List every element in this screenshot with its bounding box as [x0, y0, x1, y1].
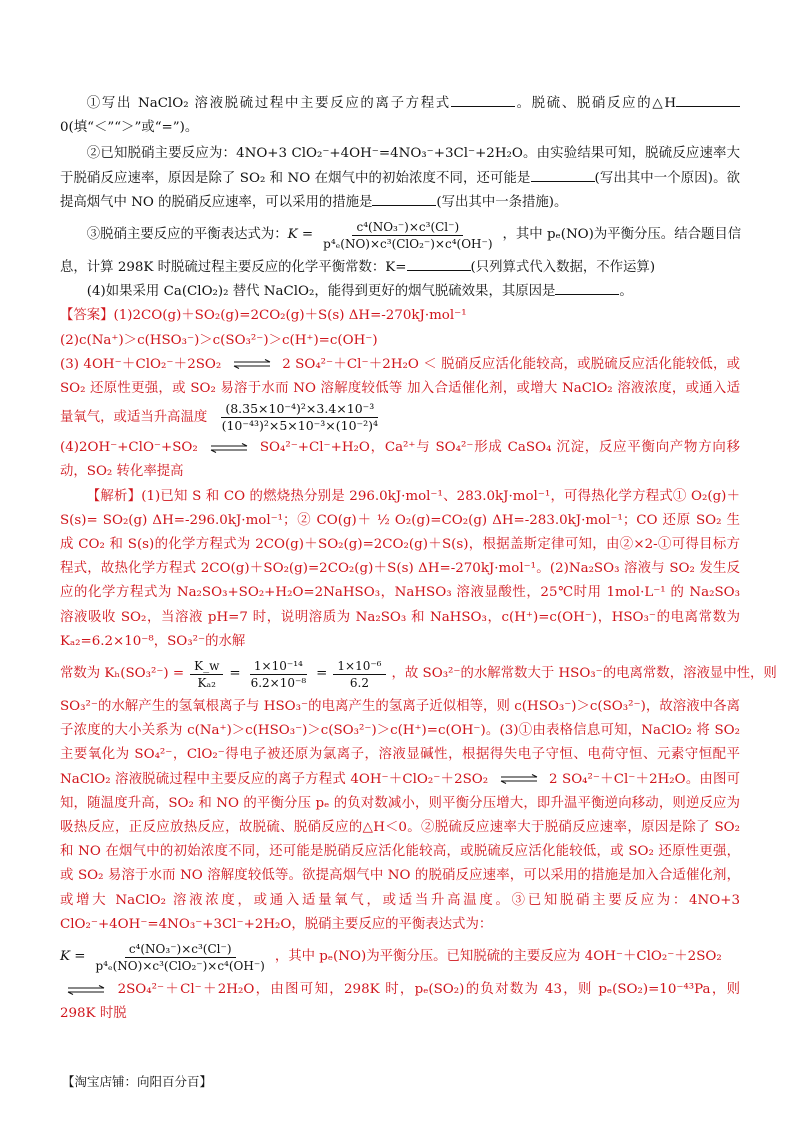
question-3-2-text-a: ②已知脱硝主要反应为：4NO+3 ClO₂⁻+4OH⁻=4NO₃⁻+3Cl⁻+2H₂O。由实验结果可知，脱硫反应速率大于脱硝反应速率，原因是除了 SO₂ 和 NO 在烟气中的初始浓度不同，还可能是 — [60, 146, 740, 186]
question-3-1-text-b: 。脱硫、脱硝反应的△H — [514, 96, 676, 111]
explanation-paragraph-5 — [60, 978, 740, 1026]
answer-blank — [451, 92, 515, 107]
answer-section — [60, 304, 740, 484]
answer-1: 【答案】(1)2CO(g)＋SO₂(g)=2CO₂(g)＋S(s) ΔH=-270kJ·mol⁻¹ — [60, 308, 467, 324]
numeric-fraction-2 — [333, 658, 385, 691]
fraction-denominator: Kₐ₂ — [197, 676, 216, 691]
answer-blank — [555, 280, 619, 295]
numeric-fraction-1 — [247, 658, 311, 691]
question-3-2-text-b: (写出其中一个原因)。欲提高烟气中 NO 的脱硝反应速率，可以采用的措施是 — [60, 170, 740, 210]
reversible-arrow-icon — [232, 359, 272, 369]
question-4-text-a: (4)如果采用 Ca(ClO₂)₂ 替代 NaClO₂，能得到更好的烟气脱硫效果，其原因是 — [86, 284, 556, 300]
explanation-section — [60, 485, 777, 1027]
reversible-arrow-icon — [209, 443, 249, 453]
hydrolysis-constant-label: 常数为 Kₕ(SO₃²⁻) = — [60, 666, 185, 682]
explanation-paragraph-2 — [60, 695, 740, 937]
explanation-k-expression-line — [60, 941, 740, 974]
reversible-arrow-icon — [66, 985, 106, 995]
question-3-1 — [60, 92, 740, 140]
question-3-3-text-b: ，其中 pₑ(NO)为平衡分压。结合题目信 — [502, 227, 742, 243]
equilibrium-k-symbol: K = — [287, 227, 314, 243]
fraction-denominator: p⁴ₑ(NO)×c³(ClO₂⁻)×c⁴(OH⁻) — [95, 959, 265, 974]
explanation-paragraph-2-text: SO₃²⁻的水解产生的氢氧根离子与 HSO₃⁻的电离产生的氢离子近似相等，则 c(HSO₃⁻)＞c(SO₃²⁻)，故溶液中各离子浓度的大小关系为 c(Na⁺)＞c(HSO₃⁻)＞c(SO₃²⁻)＞c(H⁺)=c(OH⁻)。(3)①由表格信息可知，NaClO₂ 将 SO₂ 主要氧化为 SO₄²⁻，ClO₂⁻得电子被还原为氯离子，溶液显碱性，根据得失电子守恒、电荷守恒、元素守恒配平 NaClO₂ 溶液脱硫过程中主要反应的离子方程式 4OH⁻＋ClO₂⁻＋2SO₂ — [60, 699, 740, 787]
answer-3 — [60, 353, 740, 434]
question-3-1-text-a: ①写出 NaClO₂ 溶液脱硫过程中主要反应的离子方程式 — [86, 96, 451, 111]
question-4-text-b: 。 — [619, 284, 633, 300]
fraction-denominator: 6.2 — [349, 676, 369, 691]
fraction-denominator: 6.2×10⁻⁸ — [250, 676, 307, 691]
reversible-arrow-icon — [499, 774, 539, 784]
question-3-3-continued — [60, 256, 740, 280]
question-3-3-text-a: ③脱硝主要反应的平衡表达式为： — [86, 227, 288, 243]
fraction-numerator: 1×10⁻¹⁴ — [250, 658, 307, 675]
answer-4-text-a: (4)2OH⁻+ClO⁻+SO₂ — [60, 440, 198, 456]
question-3-2 — [60, 142, 740, 215]
fraction-numerator: (8.35×10⁻⁴)²×3.4×10⁻³ — [221, 401, 378, 418]
answer-blank — [372, 191, 436, 206]
answer-4-text-b: SO₄²⁻+Cl⁻+H₂O，Ca²⁺与 SO₄²⁻形成 CaSO₄ 沉淀，反应平衡向产物方向移动，SO₂ 转化率提高 — [60, 440, 740, 480]
answer-3-text-b: 2 SO₄²⁻＋Cl⁻＋2H₂O ＜ 脱硝反应活化能较高，或脱硫反应活化能较低，或 SO₂ 还原性更强，或 SO₂ 易溶于水而 NO 溶解度较低等 加入合适催化剂，或增大 NaClO₂ 溶液浓度，或通入适量氧气，或适当升高温度 — [60, 356, 740, 426]
fraction-numerator: c⁴(NO₃⁻)×c³(Cl⁻) — [125, 941, 236, 958]
question-3-3-formula-line — [60, 219, 740, 252]
fraction-denominator: (10⁻⁴³)²×5×10⁻³×(10⁻²)⁴ — [221, 418, 379, 434]
question-4 — [60, 280, 740, 304]
hydrolysis-constant-line — [60, 658, 777, 691]
equals-sign: = — [316, 666, 328, 682]
answer-3-text-a: (3) 4OH⁻＋ClO₂⁻＋2SO₂ — [60, 356, 222, 372]
answer-4 — [60, 436, 740, 484]
page-footer: 【淘宝店铺：向阳百分百】 — [62, 1074, 213, 1089]
equilibrium-expression-fraction — [319, 219, 496, 252]
answer-blank — [407, 256, 471, 271]
fraction-numerator: c⁴(NO₃⁻)×c³(Cl⁻) — [352, 219, 463, 236]
fraction-numerator: K_w — [190, 658, 223, 675]
equilibrium-expression-fraction — [91, 941, 268, 974]
document-body — [60, 92, 777, 1027]
fraction-numerator: 1×10⁻⁶ — [333, 658, 385, 675]
question-3-2-text-c: (写出其中一条措施)。 — [436, 194, 568, 210]
answer-3-k-fraction — [218, 401, 382, 434]
fraction-denominator: p⁴ₑ(NO)×c³(ClO₂⁻)×c⁴(OH⁻) — [323, 237, 493, 252]
equals-sign: = — [229, 666, 241, 682]
answer-blank — [676, 92, 740, 107]
explanation-paragraph-1: 【解析】(1)已知 S 和 CO 的燃烧热分别是 296.0kJ·mol⁻¹、283.0kJ·mol⁻¹，可得热化学方程式① O₂(g)＋S(s)= SO₂(g) ΔH=-296.0kJ·mol⁻¹；② CO(g)＋ ½ O₂(g)=CO₂(g) ΔH=-283.0kJ·mol⁻¹；CO 还原 SO₂ 生成 CO₂ 和 S(s)的化学方程式为 2CO(g)＋SO₂(g)=2CO₂(g)＋S(s)，根据盖斯定律可知，由②×2-①可得目标方程式，故热化学方程式 2CO(g)＋SO₂(g)=2CO₂(g)＋S(s) ΔH=-270kJ·mol⁻¹。(2)Na₂SO₃ 溶液与 SO₂ 发生反应的化学方程式为 Na₂SO₃+SO₂+H₂O=2NaHSO₃，NaHSO₃ 溶液显酸性，25℃时用 1mol·L⁻¹ 的 Na₂SO₃ 溶液吸收 SO₂，当溶液 pH=7 时，说明溶质为 Na₂SO₃ 和 NaHSO₃，c(H⁺)=c(OH⁻)，HSO₃⁻的电离常数为 Kₐ₂=6.2×10⁻⁸，SO₃²⁻的水解 — [60, 488, 740, 649]
explanation-paragraph-3-text: 2 SO₄²⁻＋Cl⁻＋2H₂O。由图可知，随温度升高，SO₂ 和 NO 的平衡分压 pₑ 的负对数减小，则平衡分压增大，即升温平衡逆向移动，则逆反应为吸热反应，正反应放热反应，故脱硫、脱硝反应的△H＜0。②脱硫反应速率大于脱硝反应速率，原因是除了 SO₂ 和 NO 在烟气中的初始浓度不同，还可能是脱硝反应活化能较高，或脱硫反应活化能较低，或 SO₂ 还原性更强，或 SO₂ 易溶于水而 NO 溶解度较低等。欲提高烟气中 NO 的脱硝反应速率，可以采用的措施是加入合适催化剂，或增大 NaClO₂ 溶液浓度，或通入适量氧气，或适当升高温度。③已知脱硝主要反应为：4NO+3 ClO₂⁻+4OH⁻=4NO₃⁻+3Cl⁻+2H₂O，脱硝主要反应的平衡表达式为： — [60, 771, 740, 932]
answer-blank — [531, 167, 595, 182]
question-3-3-text-d: (只列算式代入数据，不作运算) — [470, 260, 656, 276]
answer-2: (2)c(Na⁺)＞c(HSO₃⁻)＞c(SO₃²⁻)＞c(H⁺)=c(OH⁻) — [60, 332, 378, 348]
equilibrium-k-symbol: K = — [60, 949, 86, 965]
question-3-3-text-c: 息，计算 298K 时脱硫过程主要反应的化学平衡常数：K= — [60, 260, 407, 276]
explanation-paragraph-5-text: 2SO₄²⁻＋Cl⁻＋2H₂O，由图可知，298K 时，pₑ(SO₂)的负对数为 43，则 pₑ(SO₂)=10⁻⁴³Pa，则 298K 时脱 — [60, 982, 740, 1022]
hydrolysis-constant-conclusion: ，故 SO₃²⁻的水解常数大于 HSO₃⁻的电离常数，溶液显中性，则 — [391, 666, 777, 682]
explanation-k-expression-text: ，其中 pₑ(NO)为平衡分压。已知脱硫的主要反应为 4OH⁻＋ClO₂⁻＋2SO₂ — [274, 949, 722, 965]
kw-over-ka2-fraction — [190, 658, 223, 691]
question-3-1-text-c: 0(填“＜”“＞”或“=”)。 — [60, 120, 199, 136]
